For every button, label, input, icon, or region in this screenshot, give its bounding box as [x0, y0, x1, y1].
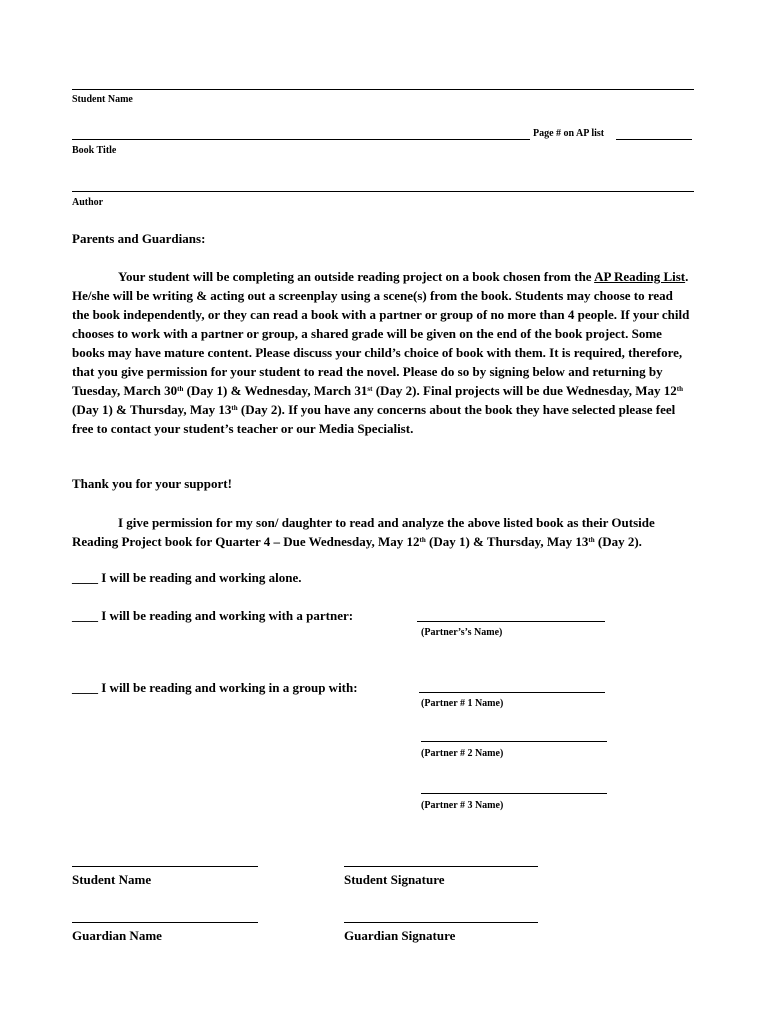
student-signature-label: Student Signature [344, 872, 445, 887]
guardian-signature-label: Guardian Signature [344, 928, 456, 943]
thanks-text: Thank you for your support! [72, 476, 232, 491]
partner3-name-line[interactable] [421, 793, 607, 794]
partner1-name-line[interactable] [419, 692, 605, 693]
partner1-name-label: (Partner # 1 Name) [421, 698, 504, 709]
student-name-line[interactable] [72, 89, 694, 90]
option-group[interactable]: ____ I will be reading and working in a group with: [72, 680, 358, 695]
ap-reading-list-text: AP Reading List [594, 269, 686, 284]
letter-body-paragraph: Your student will be completing an outside reading project on a book chosen from the AP Reading List. He/she will be writing & acting out a screenplay using a scene(s) from the book. Students may choose to read the book independently, or they can read a book with a partner or group of no more than 4 people. If your child chooses to work with a partner or group, a shared grade will be given on the end of the book project. Some books may have mature content. Please discuss your child’s choice of book with them. It is required, therefore, that you give permission for your student to read the novel. Please do so by signing below and returning by Tuesday, March 30th (Day 1) & Wednesday, March 31st (Day 2). Final projects will be due Wednesday, May 12th (Day 1) & Thursday, May 13th (Day 2). If you have any concerns about the book they have selected please feel free to contact your student’s teacher or our Media Specialist. [72, 269, 690, 436]
book-title-line[interactable] [72, 139, 530, 140]
letter-greeting: Parents and Guardians: [72, 231, 206, 246]
partner-name-label: (Partner’s’s Name) [421, 627, 503, 638]
author-label: Author [72, 197, 104, 208]
partner3-name-label: (Partner # 3 Name) [421, 800, 504, 811]
book-title-label: Book Title [72, 145, 117, 156]
option-partner[interactable]: ____ I will be reading and working with a partner: [72, 608, 354, 623]
student-signature-line[interactable] [344, 866, 538, 867]
student-name-signature-label: Student Name [72, 872, 152, 887]
partner-name-line[interactable] [417, 621, 605, 622]
page-number-line[interactable] [616, 139, 692, 140]
option-alone[interactable]: ____ I will be reading and working alone. [72, 570, 302, 585]
author-line[interactable] [72, 191, 694, 192]
guardian-name-label: Guardian Name [72, 928, 162, 943]
page-number-label: Page # on AP list [533, 128, 605, 139]
permission-paragraph: I give permission for my son/ daughter to read and analyze the above listed book as their Outside Reading Project book for Quarter 4 – Due Wednesday, May 12th (Day 1) & Thursday, May 13th (Day 2). [72, 515, 655, 549]
partner2-name-label: (Partner # 2 Name) [421, 748, 504, 759]
guardian-name-line[interactable] [72, 922, 258, 923]
student-name-signature-line[interactable] [72, 866, 258, 867]
partner2-name-line[interactable] [421, 741, 607, 742]
student-name-label: Student Name [72, 94, 133, 105]
guardian-signature-line[interactable] [344, 922, 538, 923]
